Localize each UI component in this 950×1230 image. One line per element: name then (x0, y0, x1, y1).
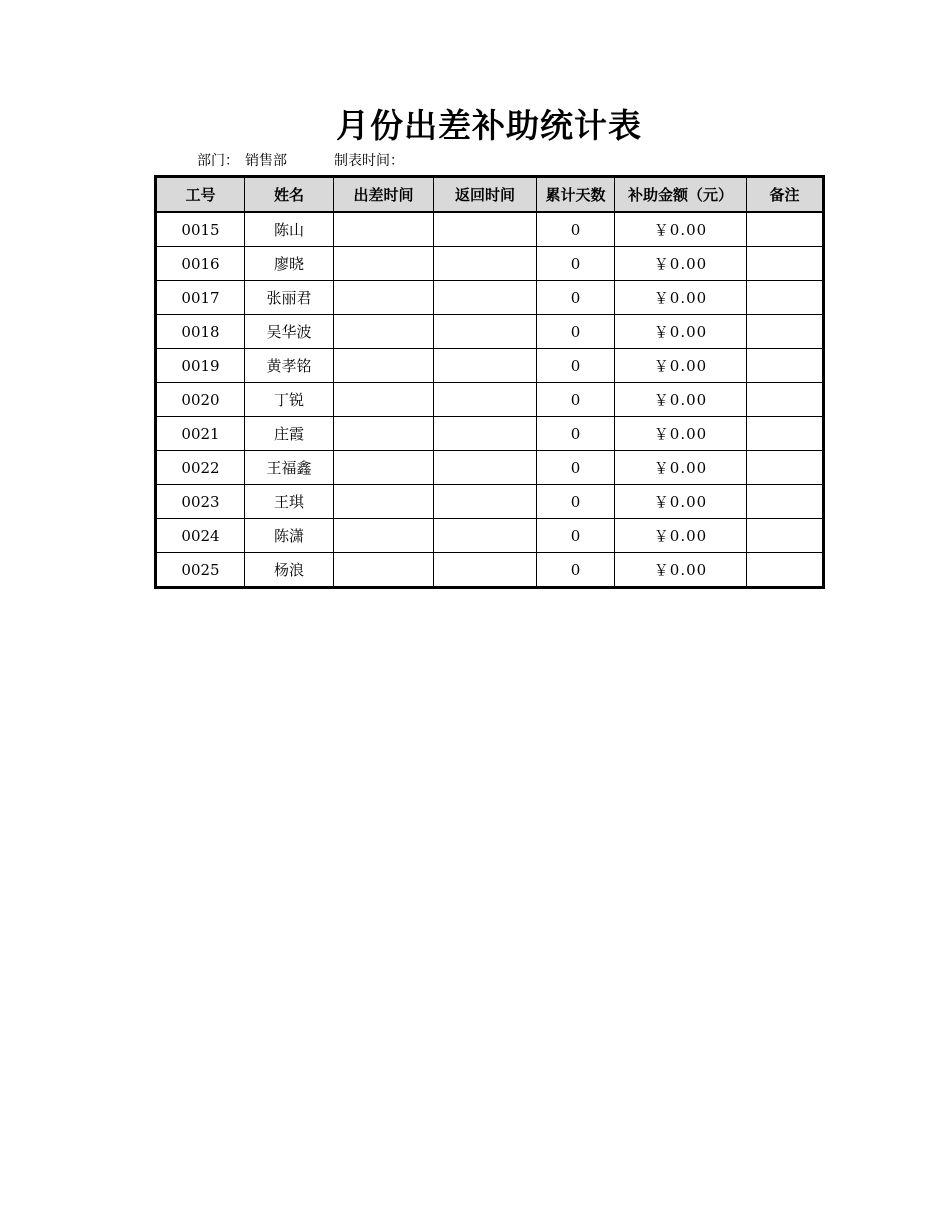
cell-total-days: 0 (537, 553, 615, 588)
department-value: 销售部 (245, 153, 287, 169)
table-row (156, 485, 824, 519)
table-body (156, 212, 824, 588)
cell-amount: ￥0.00 (615, 451, 747, 485)
cell-depart-time (334, 553, 434, 588)
department-label: 部门： (197, 153, 239, 169)
cell-total-days: 0 (537, 315, 615, 349)
cell-amount: ￥0.00 (615, 247, 747, 281)
cell-return-time (434, 349, 537, 383)
cell-name: 廖晓 (245, 247, 334, 281)
cell-return-time (434, 281, 537, 315)
cell-total-days: 0 (537, 212, 615, 247)
header-cell-note: 备注 (747, 177, 824, 213)
header-cell-id: 工号 (156, 177, 245, 213)
cell-depart-time (334, 417, 434, 451)
cell-amount: ￥0.00 (615, 315, 747, 349)
cell-name: 王福鑫 (245, 451, 334, 485)
created-time-line (334, 152, 404, 170)
header-cell-total-days: 累计天数 (537, 177, 615, 213)
cell-amount: ￥0.00 (615, 349, 747, 383)
cell-note (747, 383, 824, 417)
cell-id: 0021 (156, 417, 245, 451)
cell-depart-time (334, 383, 434, 417)
cell-return-time (434, 553, 537, 588)
cell-note (747, 349, 824, 383)
cell-total-days: 0 (537, 349, 615, 383)
cell-name: 杨浪 (245, 553, 334, 588)
cell-amount: ￥0.00 (615, 281, 747, 315)
cell-id: 0025 (156, 553, 245, 588)
cell-id: 0022 (156, 451, 245, 485)
cell-depart-time (334, 451, 434, 485)
header-cell-return-time: 返回时间 (434, 177, 537, 213)
table-row (156, 212, 824, 247)
cell-return-time (434, 212, 537, 247)
cell-return-time (434, 451, 537, 485)
cell-note (747, 485, 824, 519)
cell-depart-time (334, 485, 434, 519)
table-row (156, 417, 824, 451)
cell-return-time (434, 519, 537, 553)
cell-id: 0023 (156, 485, 245, 519)
cell-total-days: 0 (537, 519, 615, 553)
table-row (156, 349, 824, 383)
cell-total-days: 0 (537, 383, 615, 417)
cell-note (747, 281, 824, 315)
cell-name: 陈潇 (245, 519, 334, 553)
cell-depart-time (334, 212, 434, 247)
cell-amount: ￥0.00 (615, 383, 747, 417)
cell-total-days: 0 (537, 247, 615, 281)
subsidy-table (154, 175, 825, 589)
cell-note (747, 212, 824, 247)
cell-amount: ￥0.00 (615, 519, 747, 553)
cell-id: 0018 (156, 315, 245, 349)
table-row (156, 553, 824, 588)
table-row (156, 281, 824, 315)
cell-name: 吴华波 (245, 315, 334, 349)
cell-name: 庄霞 (245, 417, 334, 451)
cell-name: 张丽君 (245, 281, 334, 315)
cell-id: 0016 (156, 247, 245, 281)
cell-id: 0017 (156, 281, 245, 315)
created-time-label: 制表时间： (334, 153, 404, 169)
cell-total-days: 0 (537, 281, 615, 315)
cell-depart-time (334, 315, 434, 349)
cell-id: 0015 (156, 212, 245, 247)
cell-total-days: 0 (537, 485, 615, 519)
cell-id: 0019 (156, 349, 245, 383)
cell-amount: ￥0.00 (615, 212, 747, 247)
cell-name: 黄孝铭 (245, 349, 334, 383)
cell-note (747, 553, 824, 588)
table-row (156, 383, 824, 417)
cell-total-days: 0 (537, 451, 615, 485)
header-cell-amount: 补助金额（元） (615, 177, 747, 213)
cell-note (747, 519, 824, 553)
table-row (156, 519, 824, 553)
cell-note (747, 417, 824, 451)
cell-amount: ￥0.00 (615, 485, 747, 519)
cell-name: 王琪 (245, 485, 334, 519)
cell-note (747, 451, 824, 485)
header-row (156, 177, 824, 213)
cell-name: 陈山 (245, 212, 334, 247)
cell-id: 0020 (156, 383, 245, 417)
cell-return-time (434, 315, 537, 349)
table-row (156, 247, 824, 281)
table-row (156, 315, 824, 349)
cell-name: 丁锐 (245, 383, 334, 417)
page-title: 月份出差补助统计表 (336, 106, 642, 145)
cell-note (747, 247, 824, 281)
cell-note (747, 315, 824, 349)
cell-amount: ￥0.00 (615, 417, 747, 451)
cell-return-time (434, 485, 537, 519)
cell-depart-time (334, 349, 434, 383)
cell-return-time (434, 383, 537, 417)
table-row (156, 451, 824, 485)
header-cell-name: 姓名 (245, 177, 334, 213)
cell-depart-time (334, 247, 434, 281)
cell-return-time (434, 247, 537, 281)
cell-depart-time (334, 281, 434, 315)
cell-amount: ￥0.00 (615, 553, 747, 588)
department-line (197, 152, 287, 170)
cell-depart-time (334, 519, 434, 553)
cell-return-time (434, 417, 537, 451)
cell-total-days: 0 (537, 417, 615, 451)
cell-id: 0024 (156, 519, 245, 553)
header-cell-depart-time: 出差时间 (334, 177, 434, 213)
